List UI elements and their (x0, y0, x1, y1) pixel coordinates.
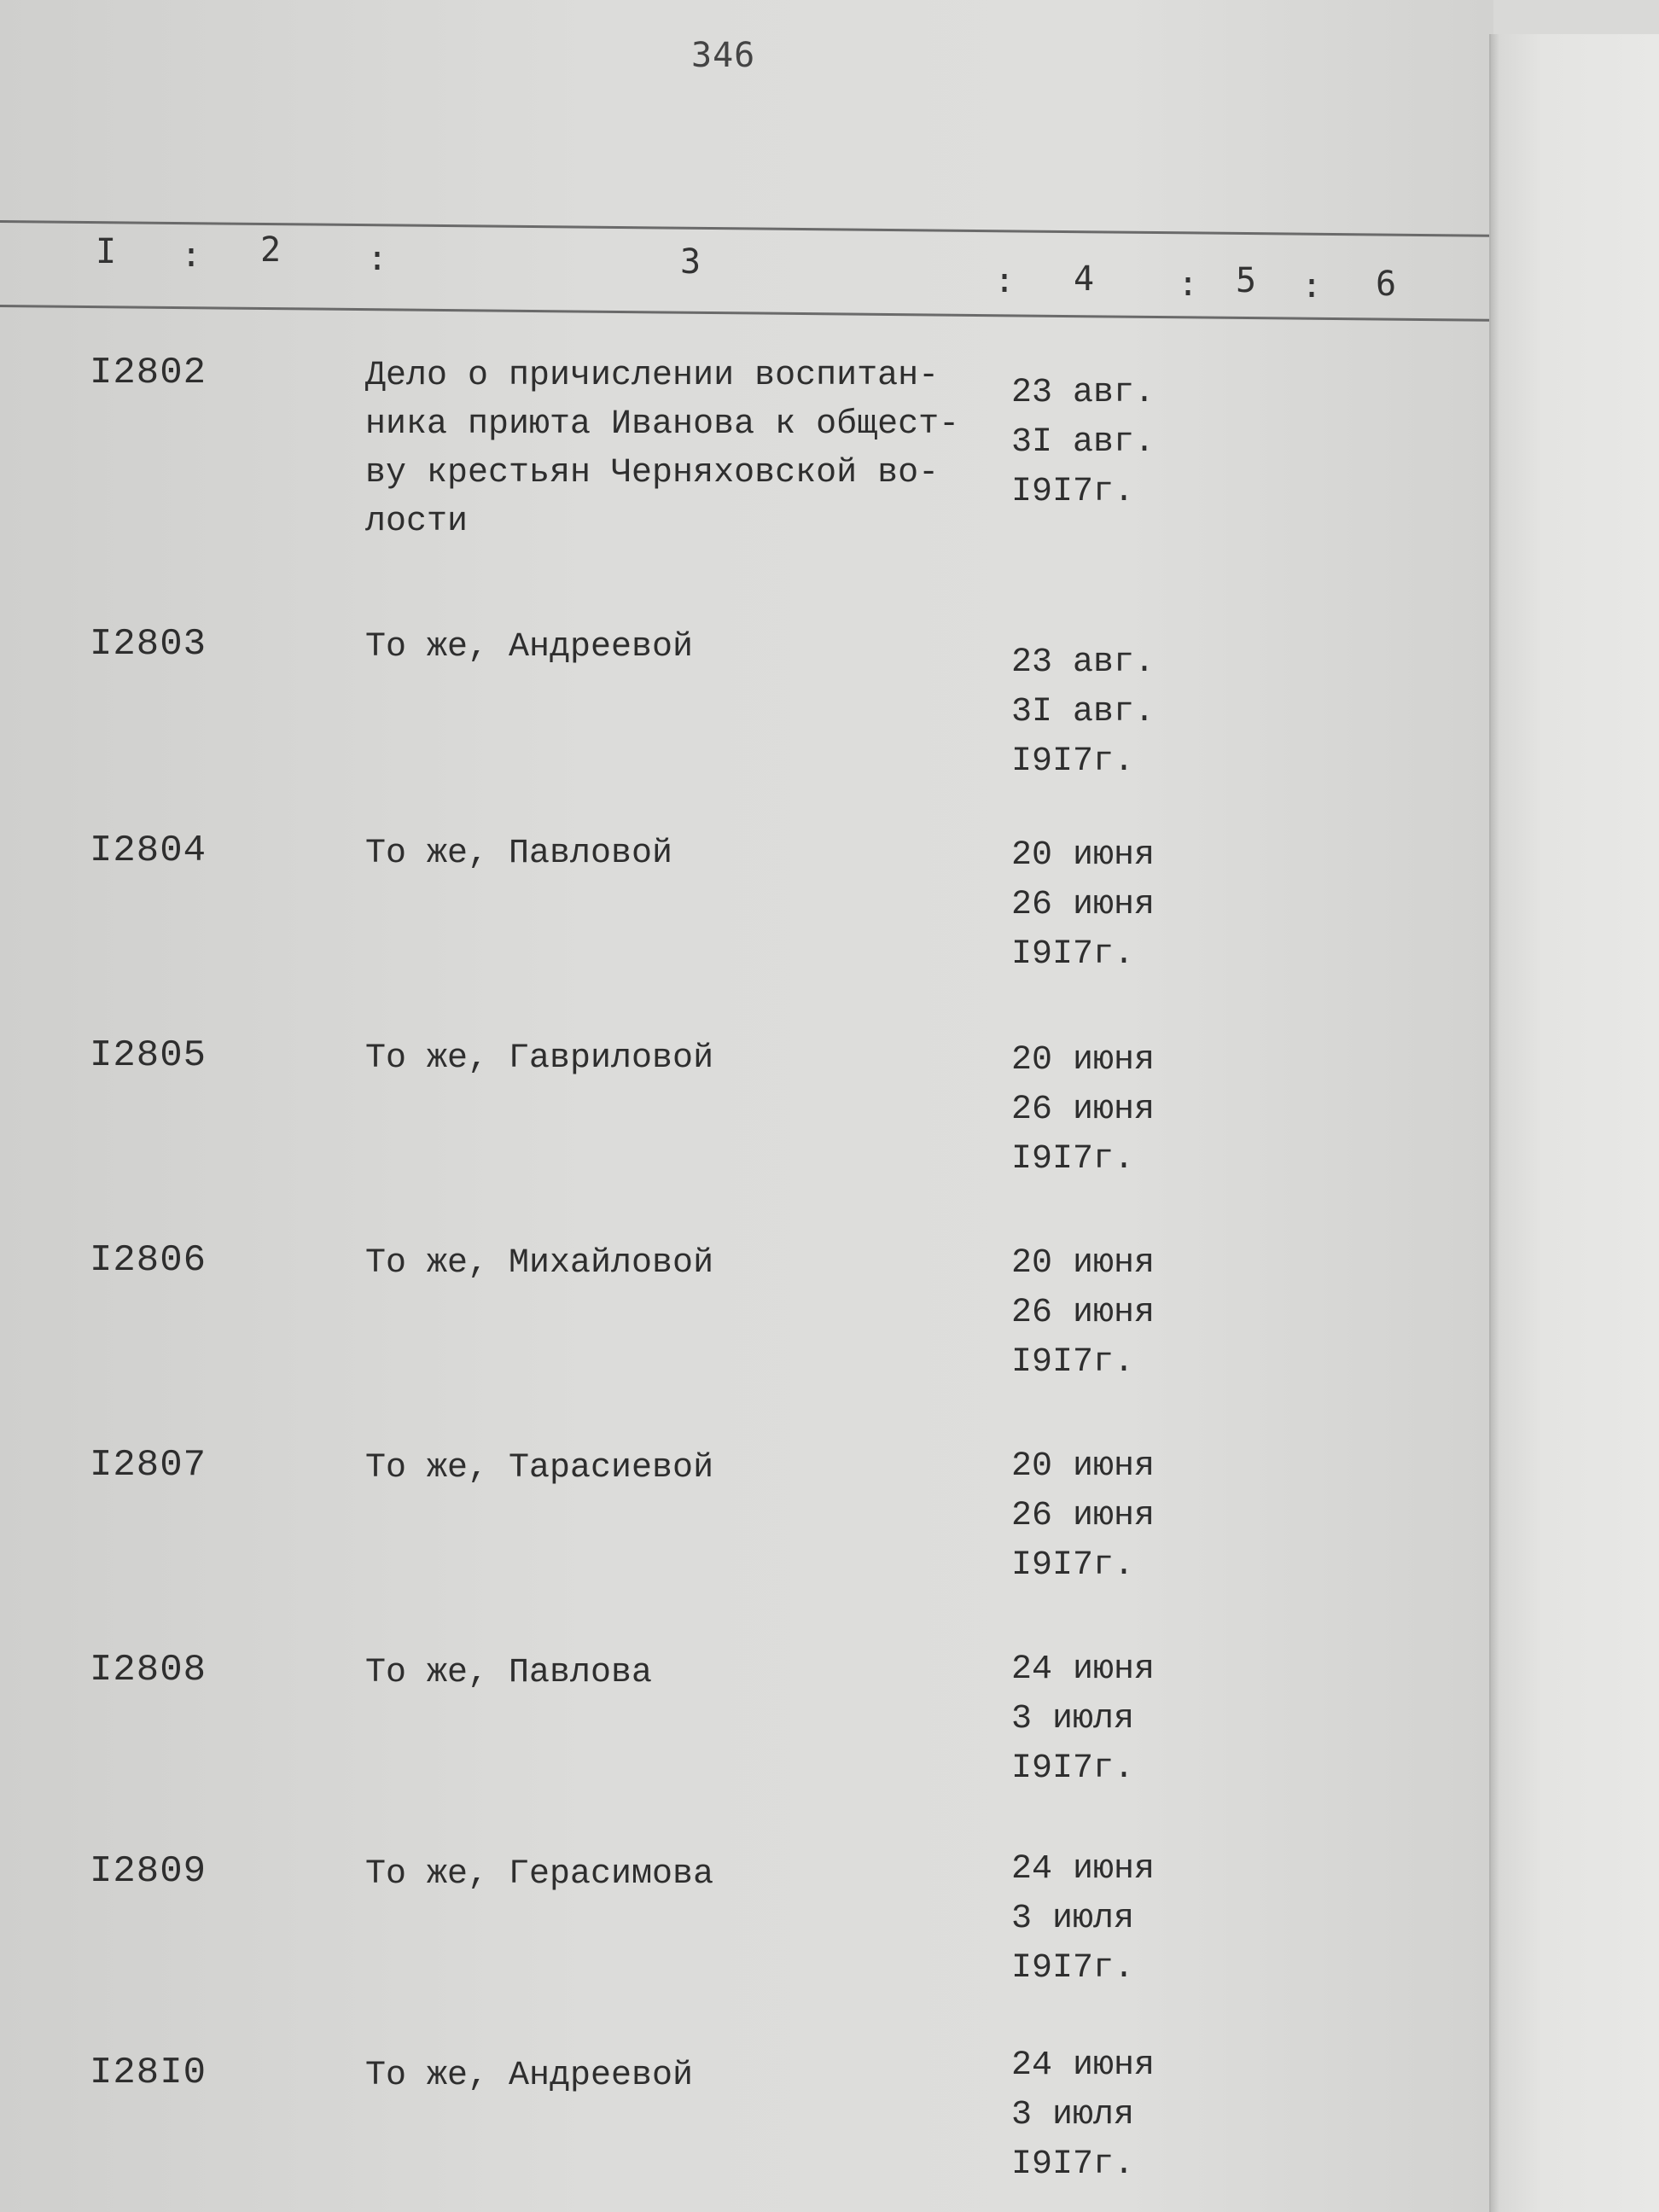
case-title: То же, Андреевой (365, 628, 694, 667)
date-year: I9I7г. (1011, 1343, 1135, 1382)
date-year: I9I7г. (1011, 1546, 1135, 1585)
case-dates (1011, 1845, 1155, 1994)
case-number: I2808 (90, 1649, 207, 1691)
case-dates (1011, 1036, 1155, 1185)
case-title: То же, Павловой (365, 835, 673, 873)
date-year: I9I7г. (1011, 935, 1135, 974)
case-title: То же, Гавриловой (365, 1039, 714, 1078)
case-number: I2805 (90, 1034, 207, 1077)
case-dates (1011, 369, 1155, 517)
date-start: 20 июня (1011, 1244, 1155, 1283)
case-title: Дело о причислении воспитан- ника приюта Иванова к общест- ву крестьян Черняховской во- лости (365, 357, 960, 541)
case-number: I2807 (90, 1444, 207, 1487)
case-dates (1011, 831, 1155, 980)
header-col-5: 5 (1236, 261, 1257, 300)
date-end: 26 июня (1011, 1497, 1155, 1535)
date-start: 24 июня (1011, 2046, 1155, 2085)
date-start: 24 июня (1011, 1850, 1155, 1889)
date-start: 20 июня (1011, 836, 1155, 875)
header-separator: : (367, 239, 388, 278)
case-title: То же, Михайловой (365, 1244, 714, 1283)
date-end: 26 июня (1011, 886, 1155, 924)
date-end: 3 июля (1011, 1900, 1135, 1938)
case-number: I2802 (90, 352, 207, 394)
date-year: I9I7г. (1011, 1949, 1135, 1988)
date-start: 23 авг. (1011, 374, 1155, 412)
date-start: 23 авг. (1011, 643, 1155, 682)
header-col-4: 4 (1074, 259, 1095, 299)
date-start: 20 июня (1011, 1041, 1155, 1080)
date-end: 3I авг. (1011, 423, 1155, 462)
header-col-2: 2 (260, 230, 282, 270)
header-col-1: I (96, 232, 117, 271)
date-start: 20 июня (1011, 1447, 1155, 1486)
case-number: I2809 (90, 1850, 207, 1893)
date-end: 3 июля (1011, 2096, 1135, 2134)
case-number: I28I0 (90, 2052, 207, 2094)
date-end: 26 июня (1011, 1091, 1155, 1129)
case-dates (1011, 2041, 1155, 2190)
header-separator: : (994, 261, 1016, 300)
date-end: 26 июня (1011, 1294, 1155, 1332)
date-end: 3 июля (1011, 1700, 1135, 1738)
header-col-3: 3 (680, 242, 701, 282)
date-end: 3I авг. (1011, 693, 1155, 731)
case-dates (1011, 1442, 1155, 1591)
date-year: I9I7г. (1011, 1749, 1135, 1788)
case-number: I2804 (90, 830, 207, 872)
date-year: I9I7г. (1011, 1140, 1135, 1179)
case-number: I2806 (90, 1239, 207, 1282)
case-dates (1011, 1645, 1155, 1794)
case-title: То же, Тарасиевой (365, 1449, 714, 1487)
page-edge (1489, 34, 1659, 2212)
date-start: 24 июня (1011, 1650, 1155, 1689)
date-year: I9I7г. (1011, 2145, 1135, 2184)
header-separator: : (181, 236, 202, 275)
case-title: То же, Герасимова (365, 1855, 714, 1894)
date-year: I9I7г. (1011, 742, 1135, 781)
case-dates (1011, 1239, 1155, 1388)
column-header-band (0, 220, 1489, 322)
page-number: 346 (691, 36, 756, 75)
header-col-6: 6 (1376, 265, 1397, 304)
case-title: То же, Андреевой (365, 2057, 694, 2095)
case-title: То же, Павлова (365, 1654, 653, 1692)
header-separator: : (1301, 266, 1323, 306)
date-year: I9I7г. (1011, 473, 1135, 511)
case-dates (1011, 638, 1155, 787)
header-separator: : (1178, 265, 1199, 304)
case-number: I2803 (90, 623, 207, 666)
